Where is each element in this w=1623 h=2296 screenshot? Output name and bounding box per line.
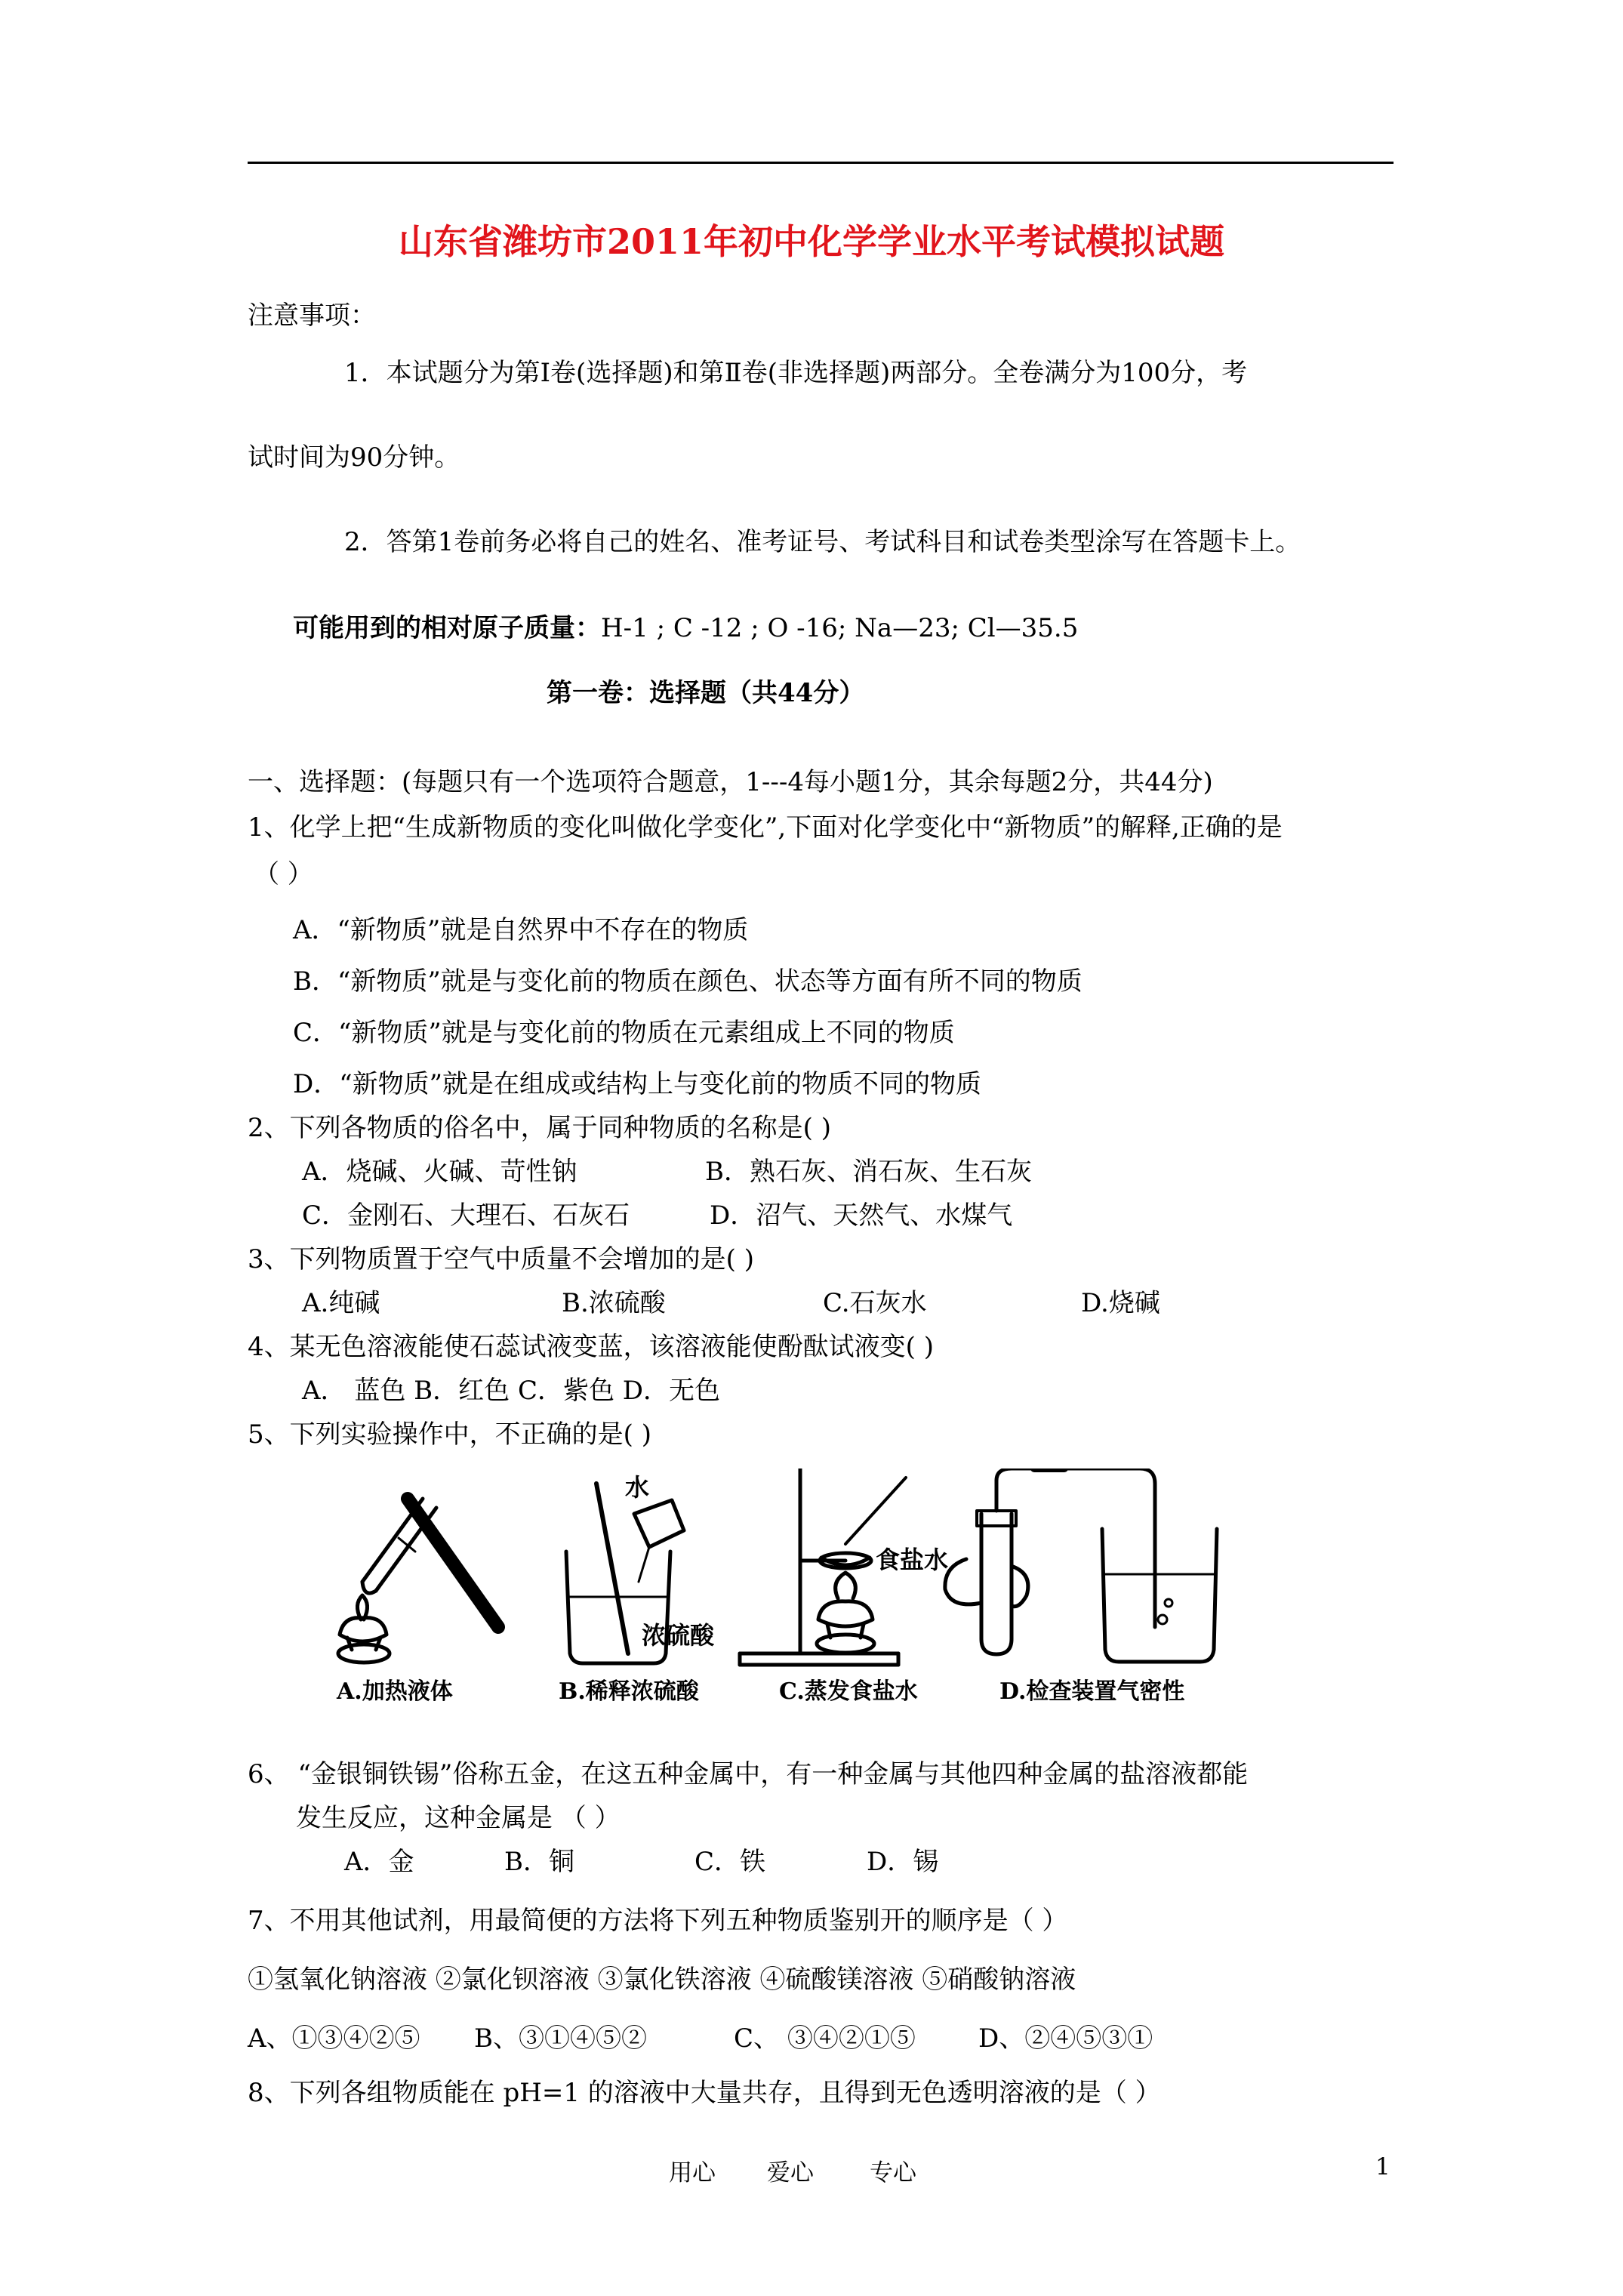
question-1-option-d: D．“新物质”就是在组成或结构上与变化前的物质不同的物质	[293, 1069, 982, 1099]
question-2-stem: 2、下列各物质的俗名中，属于同种物质的名称是( )	[248, 1113, 831, 1143]
question-5-figure	[317, 1469, 1246, 1718]
footer-motto-3: 专心	[870, 2159, 916, 2187]
question-1-option-b: B．“新物质”就是与变化前的物质在颜色、状态等方面有所不同的物质	[293, 966, 1083, 997]
airtight-check-drawing	[945, 1469, 1217, 1662]
question-6-stem-cont: 发生反应，这种金属是 （ ）	[296, 1803, 621, 1833]
question-4-options: A． 蓝色 B．红色 C．紫色 D．无色	[302, 1376, 721, 1406]
question-2-option-b: B．熟石灰、消石灰、生石灰	[705, 1157, 1032, 1187]
question-2-option-a: A．烧碱、火碱、苛性钠	[302, 1157, 577, 1187]
section1-header: 一、选择题：(每题只有一个选项符合题意，1---4每小题1分，其余每题2分，共44分)	[248, 767, 1213, 797]
question-1-blank: （ ）	[254, 859, 313, 889]
question-3-option-b: B.浓硫酸	[562, 1288, 666, 1318]
label-salt-water: 食盐水	[876, 1546, 949, 1574]
header-rule	[248, 162, 1394, 164]
part1-title: 第一卷：选择题（共44分）	[547, 678, 865, 708]
question-3-option-c: C.石灰水	[823, 1288, 927, 1318]
question-7-option-b: B、③①④⑤②	[474, 2023, 647, 2054]
question-6-stem: 6、 “金银铜铁锡”俗称五金，在这五种金属中，有一种金属与其他四种金属的盐溶液都能	[248, 1759, 1249, 1789]
question-7-option-d: D、②④⑤③①	[978, 2023, 1153, 2054]
question-2-option-d: D．沼气、天然气、水煤气	[710, 1200, 1013, 1231]
question-6-option-d: D．锡	[867, 1847, 939, 1877]
question-2-option-c: C．金刚石、大理石、石灰石	[302, 1200, 630, 1231]
caption-a: A.加热液体	[337, 1678, 453, 1705]
question-6-option-c: C．铁	[694, 1847, 766, 1877]
page-title: 山东省潍坊市2011年初中化学学业水平考试模拟试题	[398, 221, 1225, 262]
notice-item-1-line-2: 试时间为90分钟。	[248, 442, 460, 473]
question-1-option-a: A．“新物质”就是自然界中不存在的物质	[293, 915, 749, 945]
lab-operations-drawing	[317, 1469, 1246, 1672]
question-7-stem: 7、不用其他试剂，用最简便的方法将下列五种物质鉴别开的顺序是（ ）	[248, 1906, 1068, 1936]
label-concentrated-acid: 浓硫酸	[642, 1621, 715, 1650]
caption-b: B.稀释浓硫酸	[559, 1678, 699, 1705]
question-7-items: ①氢氧化钠溶液 ②氯化钡溶液 ③氯化铁溶液 ④硫酸镁溶液 ⑤硝酸钠溶液	[248, 1965, 1076, 1995]
footer-motto-2: 爱心	[767, 2159, 814, 2187]
label-water: 水	[625, 1473, 650, 1502]
heating-liquid-drawing	[338, 1499, 498, 1663]
footer-motto-1: 用心	[669, 2159, 716, 2187]
question-6-option-a: A．金	[344, 1847, 414, 1877]
question-7-option-c: C、 ③④②①⑤	[734, 2023, 916, 2054]
question-5-stem: 5、下列实验操作中，不正确的是( )	[248, 1419, 651, 1450]
notice-item-2: 2．答第1卷前务必将自己的姓名、准考证号、考试科目和试卷类型涂写在答题卡上。	[344, 527, 1301, 557]
question-8-stem: 8、下列各组物质能在 pH=1 的溶液中大量共存，且得到无色透明溶液的是（ ）	[248, 2078, 1161, 2108]
notice-item-1-line-1: 1．本试题分为第Ⅰ卷(选择题)和第Ⅱ卷(非选择题)两部分。全卷满分为100分，考	[344, 358, 1248, 388]
question-6-option-b: B．铜	[504, 1847, 574, 1877]
notice-heading: 注意事项：	[248, 300, 376, 331]
caption-d: D.检查装置气密性	[999, 1678, 1185, 1705]
atomic-mass-line	[293, 613, 1078, 643]
question-3-option-d: D.烧碱	[1081, 1288, 1160, 1318]
atomic-mass-label: 可能用到的相对原子质量：	[293, 613, 601, 643]
question-3-option-a: A.纯碱	[302, 1288, 380, 1318]
question-1-stem: 1、化学上把“生成新物质的变化叫做化学变化”,下面对化学变化中“新物质”的解释,正确的是	[248, 812, 1283, 843]
atomic-mass-values: H-1 ; C -12 ; O -16; Na—23; Cl—35.5	[601, 613, 1079, 643]
question-7-option-a: A、①③④②⑤	[248, 2023, 420, 2054]
question-1-option-c: C．“新物质”就是与变化前的物质在元素组成上不同的物质	[293, 1018, 955, 1048]
question-4-stem: 4、某无色溶液能使石蕊试液变蓝，该溶液能使酚酞试液变( )	[248, 1332, 934, 1362]
caption-c: C.蒸发食盐水	[779, 1678, 918, 1705]
page-number: 1	[1375, 2153, 1390, 2180]
question-3-stem: 3、下列物质置于空气中质量不会增加的是( )	[248, 1244, 754, 1274]
